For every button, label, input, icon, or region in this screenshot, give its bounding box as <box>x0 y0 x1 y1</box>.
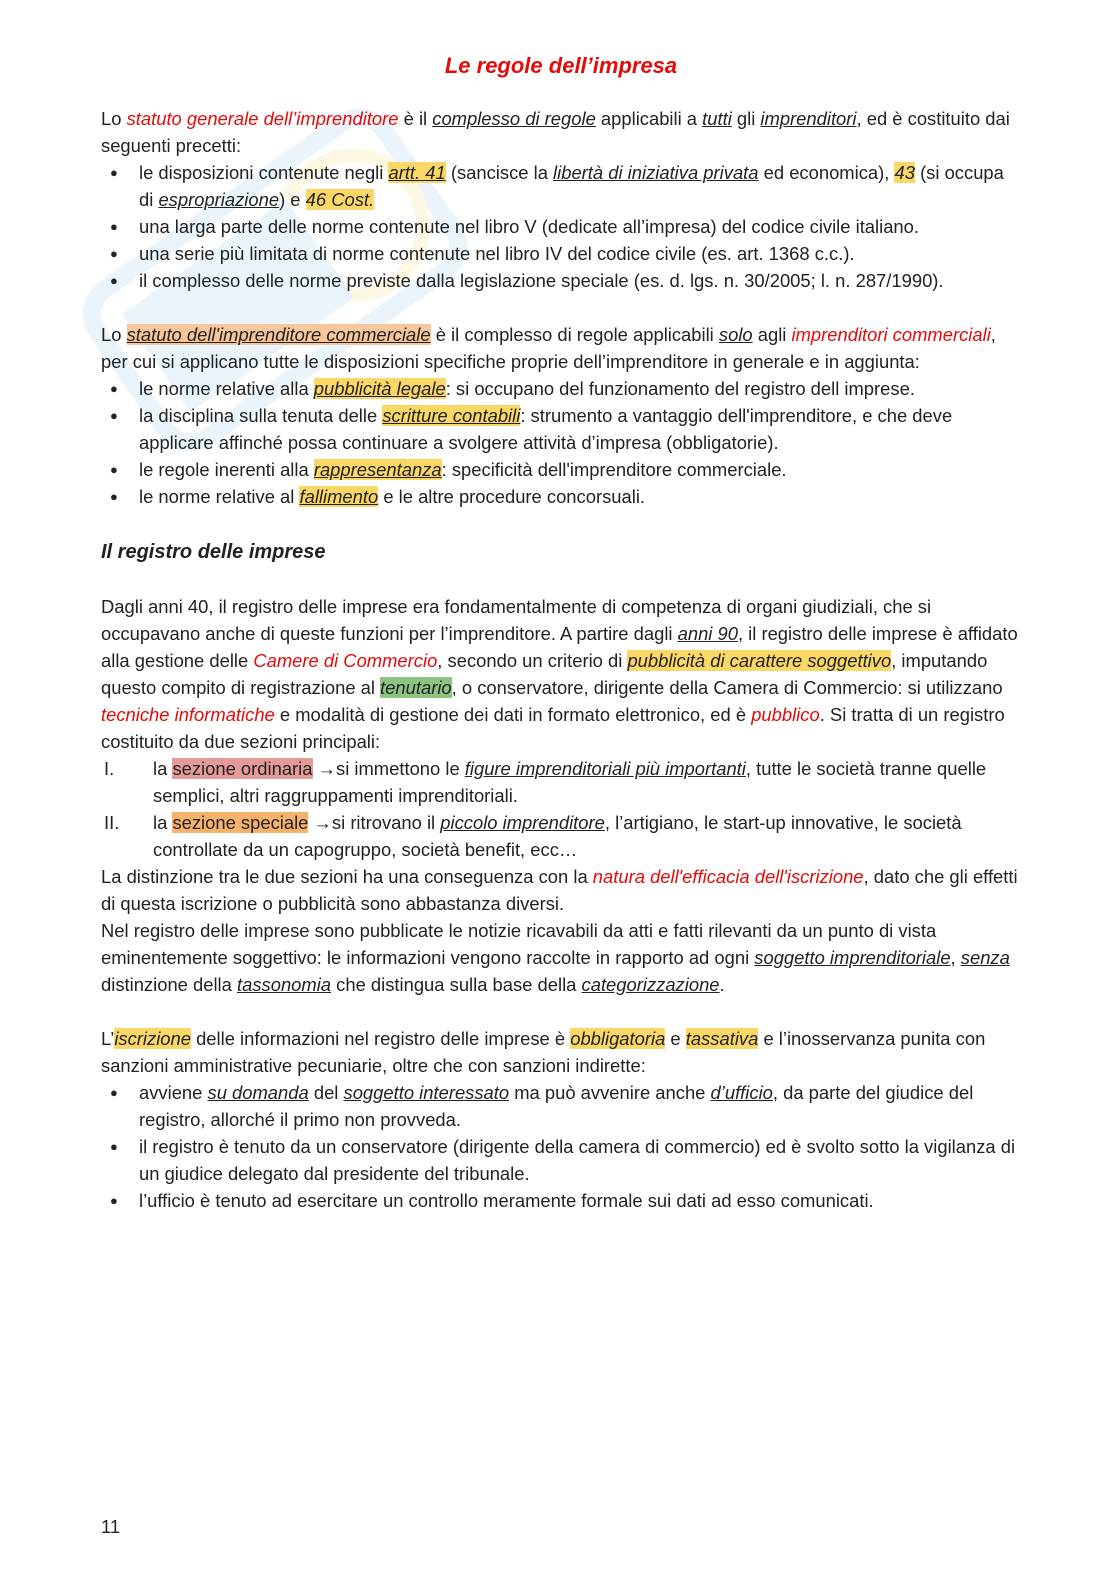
list-statuto-commerciale <box>101 375 1021 510</box>
list-item: ● la disciplina sulla tenuta delle scritture contabili: strumento a vantaggio dell'imprenditore, e che deve applicare affinché possa continuare a svolgere attività d’impresa (obbligatorie). <box>101 402 1021 456</box>
section-heading: Il registro delle imprese <box>101 541 326 563</box>
list-item: ● il registro è tenuto da un conservatore (dirigente della camera di commercio) ed è svolto sotto la vigilanza di un giudice delegato dal presidente del tribunale. <box>101 1133 1021 1187</box>
paragraph-iscrizione: L’iscrizione delle informazioni nel registro delle imprese è obbligatoria e tassativa e l’inosservanza punita con sanzioni amministrative pecuniarie, oltre che con sanzioni indirette: <box>101 1028 986 1076</box>
paragraph-statuto-generale: Lo statuto generale dell’imprenditore è il complesso di regole applicabili a tutti gli imprenditori, ed è costituito dai seguenti precetti: <box>101 108 1010 156</box>
list-sezioni <box>101 755 1021 863</box>
paragraph-registro: Dagli anni 40, il registro delle imprese era fondamentalmente di competenza di organi giudiziali, che si occupavano anche di queste funzioni per l’imprenditore. A partire dagli anni 90, il registro delle imprese è affidato alla gestione delle Camere di Commercio, secondo un criterio di pubblicità di carattere soggettivo, imputando questo compito di registrazione al tenutario, o conservatore, dirigente della Camera di Commercio: si utilizzano tecniche informatiche e modalità di gestione dei dati in formato elettronico, ed è pubblico. Si tratta di un registro costituito da due sezioni principali: <box>101 596 1018 752</box>
document-body <box>101 50 1021 1214</box>
list-item: I. la sezione ordinaria →si immettono le figure imprenditoriali più importanti, tutte le società tranne quelle semplici, altri raggruppamenti imprenditoriali. <box>104 758 987 806</box>
list-item: ● le disposizioni contenute negli artt. 41 (sancisce la libertà di iniziativa privata ed economica), 43 (si occupa di espropriazione) e 46 Cost. <box>101 159 1021 213</box>
page-title: Le regole dell’impresa <box>444 53 678 78</box>
list-item: ● le regole inerenti alla rappresentanza: specificità dell'imprenditore commerciale. <box>101 456 1021 483</box>
paragraph-notizie: Nel registro delle imprese sono pubblicate le notizie ricavabili da atti e fatti rilevanti da un punto di vista eminentemente soggettivo: le informazioni vengono raccolte in rapporto ad ogni soggetto imprenditoriale, senza distinzione della tassonomia che distingua sulla base della categorizzazione. <box>101 920 1010 995</box>
list-item: ● una serie più limitata di norme contenute nel libro IV del codice civile (es. art. 1368 c.c.). <box>101 240 1021 267</box>
list-item: ● l’ufficio è tenuto ad esercitare un controllo meramente formale sui dati ad esso comunicati. <box>101 1187 1021 1214</box>
list-item: ● avviene su domanda del soggetto interessato ma può avvenire anche d’ufficio, da parte del giudice del registro, allorché il primo non provveda. <box>101 1079 1021 1133</box>
list-statuto-generale <box>101 159 1021 294</box>
list-item: II. la sezione speciale →si ritrovano il piccolo imprenditore, l’artigiano, le start-up innovative, le società controllate da un capogruppo, società benefit, ecc… <box>104 812 962 860</box>
list-item: ● il complesso delle norme previste dalla legislazione speciale (es. d. lgs. n. 30/2005; l. n. 287/1990). <box>101 267 1021 294</box>
list-item: ● le norme relative al fallimento e le altre procedure concorsuali. <box>101 483 1021 510</box>
list-iscrizione <box>101 1079 1021 1214</box>
list-item: ● le norme relative alla pubblicità legale: si occupano del funzionamento del registro dell imprese. <box>101 375 1021 402</box>
paragraph-statuto-commerciale: Lo statuto dell'imprenditore commerciale è il complesso di regole applicabili solo agli imprenditori commerciali, per cui si applicano tutte le disposizioni specifiche proprie dell’imprenditore in generale e in aggiunta: <box>101 324 996 372</box>
page-number: 11 <box>101 1516 121 1537</box>
paragraph-distinzione: La distinzione tra le due sezioni ha una conseguenza con la natura dell'efficacia dell'iscrizione, dato che gli effetti di questa iscrizione o pubblicità sono abbastanza diversi. <box>101 866 1018 914</box>
list-item: ● una larga parte delle norme contenute nel libro V (dedicate all’impresa) del codice civile italiano. <box>101 213 1021 240</box>
